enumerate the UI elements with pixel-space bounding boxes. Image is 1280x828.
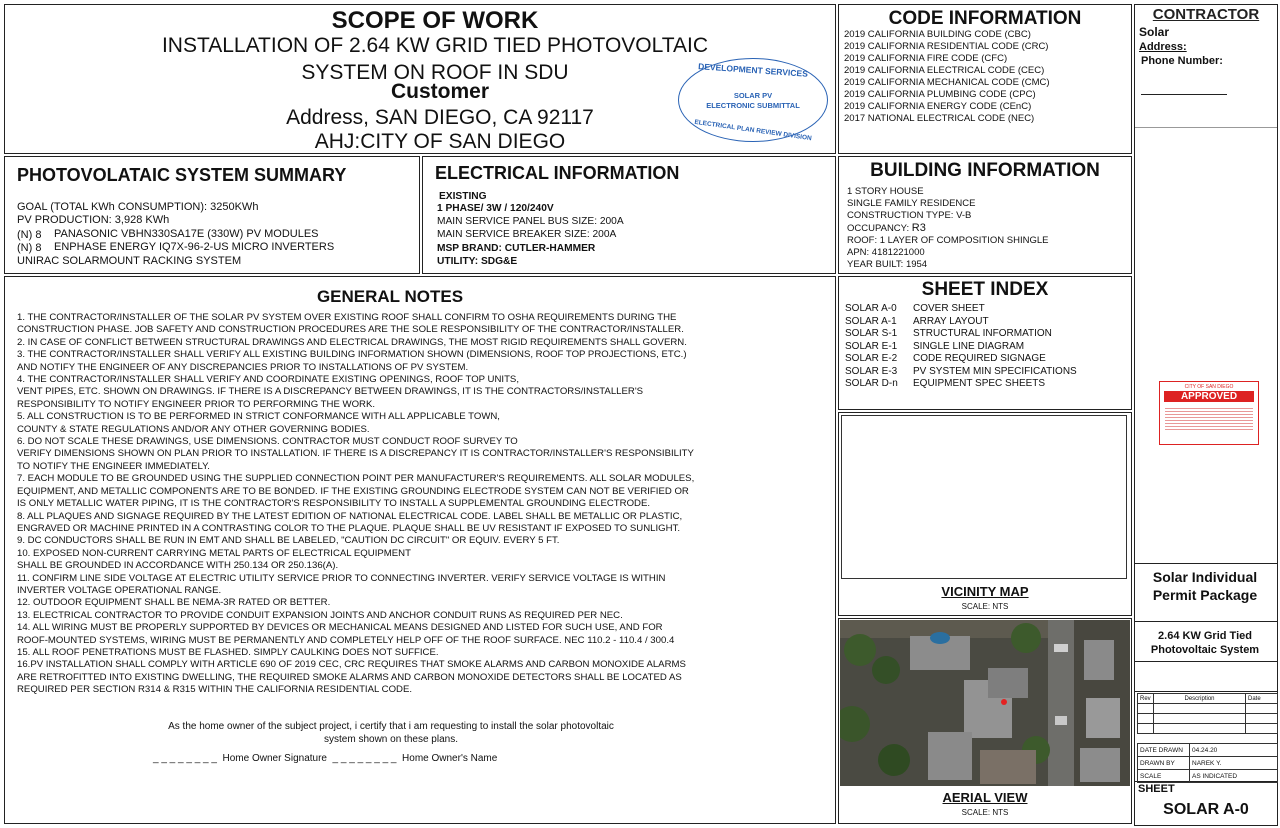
sheet-id: SOLAR D-n <box>845 378 898 389</box>
note-line: ENGRAVED OR MACHINE PRINTED IN A CONTRASTING COLOR TO THE PLAQUE. PLAQUE SHALL BE UV RESISTANT IF EXPOSED TO SUNLIGHT. <box>17 522 681 534</box>
phone-underline <box>1141 94 1227 95</box>
building-information-panel <box>838 156 1132 274</box>
note-line: 3. THE CONTRACTOR/INSTALLER SHALL VERIFY ALL EXISTING BUILDING INFORMATION SHOWN (DIMENSIONS, ROOF TOP PROJECTIONS, ETC.) <box>17 349 687 361</box>
certification-line-2: system shown on these plans. <box>324 734 458 745</box>
certification-line-1: As the home owner of the subject project, i certify that i am requesting to install the solar photovoltaic <box>168 721 614 732</box>
electrical-phase: 1 PHASE/ 3W / 120/240V <box>437 203 554 214</box>
sheet-id: SOLAR A-1 <box>845 315 897 327</box>
code-list <box>844 29 1050 125</box>
contractor-phone-label: Phone Number: <box>1141 55 1223 67</box>
sheet-description: CODE REQUIRED SIGNAGE <box>913 353 1046 364</box>
occupancy-value: R3 <box>911 222 926 234</box>
note-line: 12. OUTDOOR EQUIPMENT SHALL BE NEMA-3R RATED OR BETTER. <box>17 597 331 609</box>
stamp-mid-1: SOLAR PV <box>733 91 773 100</box>
code-item: 2017 NATIONAL ELECTRICAL CODE (NEC) <box>844 113 1035 124</box>
vicinity-map-frame <box>841 415 1127 579</box>
pv-racking: UNIRAC SOLARMOUNT RACKING SYSTEM <box>17 255 242 267</box>
note-line: SHALL BE GROUNDED IN ACCORDANCE WITH 250.134 OR 250.136(A). <box>17 560 339 572</box>
general-notes-panel <box>4 276 836 824</box>
rev-header: Description <box>1154 694 1246 704</box>
drawn-by-label: DRAWN BY <box>1138 757 1190 770</box>
code-item: 2019 CALIFORNIA ELECTRICAL CODE (CEC) <box>844 65 1045 76</box>
revision-table <box>1137 693 1278 734</box>
signature-line: _ _ _ _ _ _ _ _ Home Owner Signature _ _ _ _ _ _ _ _ Home Owner's Name <box>153 753 498 764</box>
pv-inverters: ENPHASE ENERGY IQ7X-96-2-US MICRO INVERTERS <box>54 241 335 253</box>
note-line: IS ONLY METALLIC WATER PIPING, IT IS THE CONTRACTOR'S RESPONSIBILITY TO INSTALL A SUPPLEMENTAL GROUNDING ELECTRODE. <box>17 498 651 510</box>
aerial-photo <box>840 620 1130 786</box>
note-line: 10. EXPOSED NON-CURRENT CARRYING METAL PARTS OF ELECTRICAL EQUIPMENT <box>17 547 411 559</box>
note-line: 6. DO NOT SCALE THESE DRAWINGS, USE DIMENSIONS. CONTRACTOR MUST CONDUCT ROOF SURVEY TO <box>17 436 518 448</box>
electrical-msp: MSP BRAND: CUTLER-HAMMER <box>437 243 596 254</box>
drawing-info-table <box>1137 743 1278 783</box>
divider <box>1135 127 1277 128</box>
sheet-id: SOLAR E-3 <box>845 365 898 377</box>
customer-name: Customer <box>390 80 490 103</box>
scope-title: SCOPE OF WORK <box>331 7 539 34</box>
general-notes-title: GENERAL NOTES <box>316 287 464 306</box>
note-line: TO NOTIFY THE ENGINEER IMMEDIATELY. <box>17 460 210 472</box>
date-drawn-label: DATE DRAWN <box>1138 744 1190 757</box>
note-line: 8. ALL PLAQUES AND SIGNAGE REQUIRED BY THE LATEST EDITION OF NATIONAL ELECTRICAL CODE. LABEL SHALL BE METALLIC OR PLASTIC, <box>17 510 683 522</box>
sheet-index-row <box>845 353 1077 366</box>
aerial-view-title: AERIAL VIEW <box>942 790 1028 805</box>
building-roof: ROOF: 1 LAYER OF COMPOSITION SHINGLE <box>847 235 1049 246</box>
occupancy-label: OCCUPANCY: <box>847 223 910 234</box>
building-construction: CONSTRUCTION TYPE: V-B <box>847 210 972 221</box>
pv-goal: GOAL (TOTAL KWh CONSUMPTION): 3250KWh <box>17 201 259 213</box>
rev-header: Date <box>1246 694 1278 704</box>
code-item: 2019 CALIFORNIA ENERGY CODE (CEnC) <box>844 101 1032 112</box>
note-line: CONSTRUCTION PHASE. JOB SAFETY AND CONSTRUCTION PROCEDURES ARE THE SOLE RESPONSIBILITY OF THE CONTRACTOR/INSTALLER. <box>17 324 684 336</box>
building-story: 1 STORY HOUSE <box>847 186 924 197</box>
note-line: RESPONSIBILITY TO NOTIFY ENGINEER PRIOR TO PERFORMING THE WORK. <box>17 398 376 410</box>
building-occupancy <box>847 222 1048 235</box>
code-item: 2019 CALIFORNIA BUILDING CODE (CBC) <box>844 29 1031 40</box>
vicinity-map-panel <box>838 412 1132 616</box>
package-title: Solar Individual Permit Package <box>1152 569 1258 603</box>
stamp-top-text: DEVELOPMENT SERVICES <box>697 61 809 79</box>
sheet-id: SOLAR S-1 <box>845 328 898 339</box>
date-drawn-value: 04.24.20 <box>1190 744 1278 757</box>
sheet-id: SOLAR E-2 <box>845 353 898 364</box>
electrical-utility: UTILITY: SDG&E <box>437 256 518 267</box>
sheet-description: SINGLE LINE DIAGRAM <box>913 340 1025 352</box>
scope-line-2: SYSTEM ON ROOF IN SDU <box>301 61 569 84</box>
system-title: 2.64 KW Grid Tied Photovoltaic System <box>1150 630 1260 656</box>
sheet-index-list <box>845 303 1077 391</box>
pv-summary-title: PHOTOVOLATAIC SYSTEM SUMMARY <box>17 165 347 185</box>
divider <box>1135 563 1277 564</box>
pv-production: PV PRODUCTION: 3,928 KWh <box>17 214 170 226</box>
sheet-number: SOLAR A-0 <box>1163 801 1249 818</box>
code-item: 2019 CALIFORNIA RESIDENTIAL CODE (CRC) <box>844 41 1049 52</box>
scale-value: AS INDICATED <box>1190 770 1278 783</box>
sheet-description: ARRAY LAYOUT <box>913 315 989 327</box>
building-type: SINGLE FAMILY RESIDENCE <box>847 198 976 209</box>
general-notes-list <box>17 312 694 697</box>
sheet-label: SHEET <box>1138 783 1175 795</box>
sheet-index-row <box>845 341 1077 354</box>
sheet-index-row <box>845 303 1077 316</box>
scope-line-1: INSTALLATION OF 2.64 KW GRID TIED PHOTOVOLTAIC <box>161 34 709 57</box>
note-line: 13. ELECTRICAL CONTRACTOR TO PROVIDE CONDUIT EXPANSION JOINTS AND ANCHOR CONDUIT RUNS AS REQUIRED PER NEC. <box>17 609 623 621</box>
approved-stamp-text <box>1165 406 1253 432</box>
electrical-breaker: MAIN SERVICE BREAKER SIZE: 200A <box>437 229 617 240</box>
pv-inverters-qty: (N) 8 <box>17 242 42 254</box>
scale-label: SCALE <box>1138 770 1190 783</box>
vicinity-map-scale: SCALE: NTS <box>961 602 1009 611</box>
development-services-stamp <box>678 58 828 142</box>
contractor-name: Solar <box>1139 25 1170 39</box>
divider <box>1135 691 1277 692</box>
sheet-index-row <box>845 378 1077 391</box>
note-line: COUNTY & STATE REGULATIONS AND/OR ANY OTHER GOVERNING BODIES. <box>17 423 370 435</box>
note-line: REQUIRED PER SECTION R314 & R315 WITHIN THE CALIFORNIA RESIDENTIAL CODE. <box>17 684 413 696</box>
approved-stamp-title: APPROVED <box>1164 391 1254 402</box>
stamp-mid-2: ELECTRONIC SUBMITTAL <box>706 101 800 110</box>
divider <box>1135 661 1277 662</box>
pv-modules-qty: (N) 8 <box>17 229 42 241</box>
sheet-description: PV SYSTEM MIN SPECIFICATIONS <box>913 365 1077 377</box>
sheet-index-title: SHEET INDEX <box>921 279 1049 300</box>
note-line: 16.PV INSTALLATION SHALL COMPLY WITH ARTICLE 690 OF 2019 CEC, CRC REQUIRES THAT SMOKE ALARMS AND CARBON MONOXIDE ALARMS <box>17 659 686 671</box>
note-line: 7. EACH MODULE TO BE GROUNDED USING THE SUPPLIED CONNECTION POINT PER MANUFACTURER'S REQUIREMENTS. ALL SOLAR MODULES, <box>17 473 695 485</box>
sheet-index-row <box>845 328 1077 341</box>
approved-stamp <box>1159 381 1259 445</box>
stamp-bottom-text: ELECTRICAL PLAN REVIEW DIVISION <box>693 118 813 143</box>
pv-modules: PANASONIC VBHN330SA17E (330W) PV MODULES <box>54 228 319 240</box>
sheet-description: STRUCTURAL INFORMATION <box>913 328 1052 339</box>
aerial-view-scale: SCALE: NTS <box>961 808 1009 817</box>
note-line: 15. ALL ROOF PENETRATIONS MUST BE FLASHED. SIMPLY CAULKING DOES NOT SUFFICE. <box>17 646 439 658</box>
aerial-view-panel <box>838 618 1132 824</box>
sheet-index-row <box>845 316 1077 329</box>
sheet-description: EQUIPMENT SPEC SHEETS <box>913 378 1046 389</box>
note-line: 5. ALL CONSTRUCTION IS TO BE PERFORMED IN STRICT CONFORMANCE WITH ALL APPLICABLE TOWN, <box>17 411 500 423</box>
note-line: 2. IN CASE OF CONFLICT BETWEEN STRUCTURAL DRAWINGS AND ELECTRICAL DRAWINGS, THE MOST RIGID REQUIREMENTS SHALL GOVERN. <box>17 336 687 348</box>
note-line: VERIFY DIMENSIONS SHOWN ON PLAN PRIOR TO INSTALLATION. IF THERE IS A DISCREPANCY IT IS CONTRACTOR/INSTALLER'S RESPONSIBILITY <box>17 448 694 460</box>
contractor-address-label: Address: <box>1139 41 1187 53</box>
sheet-id: SOLAR E-1 <box>845 340 898 352</box>
sheet-index-panel <box>838 276 1132 410</box>
note-line: ROOF-MOUNTED SYSTEMS, WIRING MUST BE PERMANENTLY AND COMPLETELY HELP OFF OF THE ROOF SURFACE. NEC 110.2 - 110.4 / 300.4 <box>17 634 675 646</box>
note-line: INVERTER VOLTAGE OPERATIONAL RANGE. <box>17 584 222 596</box>
sheet-id: SOLAR A-0 <box>845 303 897 314</box>
note-line: EQUIPMENT, AND METALLIC COMPONENTS ARE TO BE BONDED. IF THE EXISTING GROUNDING ELECTRODE SYSTEM CAN NOT BE VERIFIED OR <box>17 485 689 497</box>
building-apn: APN: 4181221000 <box>847 247 925 258</box>
note-line: 9. DC CONDUCTORS SHALL BE RUN IN EMT AND SHALL BE LABELED, "CAUTION DC CIRCUIT" OR EQUIV. EVERY 5 FT. <box>17 535 560 547</box>
sheet-index-row <box>845 366 1077 379</box>
code-info-title: CODE INFORMATION <box>888 8 1082 29</box>
code-item: 2019 CALIFORNIA FIRE CODE (CFC) <box>844 53 1008 64</box>
approved-stamp-header: CITY OF SAN DIEGO <box>1184 384 1234 390</box>
code-item: 2019 CALIFORNIA PLUMBING CODE (CPC) <box>844 89 1036 100</box>
sheet-description: COVER SHEET <box>913 303 985 314</box>
drawn-by-value: NAREK Y. <box>1190 757 1278 770</box>
note-line: 1. THE CONTRACTOR/INSTALLER OF THE SOLAR PV SYSTEM OVER EXISTING ROOF SHALL CONFIRM TO OSHA REQUIREMENTS DURING THE <box>17 312 677 323</box>
building-list <box>847 186 1048 271</box>
note-line: 11. CONFIRM LINE SIDE VOLTAGE AT ELECTRIC UTILITY SERVICE PRIOR TO CONNECTING INVERTER. VERIFY SERVICE VOLTAGE IS WITHIN <box>17 572 666 584</box>
contractor-title: CONTRACTOR <box>1152 6 1260 23</box>
note-line: VENT PIPES, ETC. SHOWN ON DRAWINGS. IF THERE IS A DISCREPANCY BETWEEN DRAWINGS, IT IS THE CONTRACTORS/INSTALLER'S <box>17 386 644 398</box>
ahj: AHJ:CITY OF SAN DIEGO <box>314 130 566 153</box>
divider <box>1135 621 1277 622</box>
code-information-panel <box>838 4 1132 154</box>
building-year: YEAR BUILT: 1954 <box>847 259 928 270</box>
note-line: ARE RETROFITTED INTO EXISTING DWELLING, THE REQUIRED SMOKE ALARMS AND CARBON MONOXIDE DETECTORS SHALL BE LOCATED AS <box>17 671 682 683</box>
customer-address: Address, SAN DIEGO, CA 92117 <box>286 106 594 129</box>
electrical-panel: MAIN SERVICE PANEL BUS SIZE: 200A <box>437 216 624 227</box>
building-title: BUILDING INFORMATION <box>870 160 1100 181</box>
note-line: 4. THE CONTRACTOR/INSTALLER SHALL VERIFY AND COORDINATE EXISTING OPENINGS, ROOF TOP UNITS, <box>17 374 519 386</box>
pv-system-summary-panel <box>4 156 420 274</box>
electrical-title: ELECTRICAL INFORMATION <box>435 163 680 183</box>
note-line: AND NOTIFY THE ENGINEER OF ANY DISCREPANCIES PRIOR TO INSTALLATIONS OF PV SYSTEM. <box>17 361 469 373</box>
vicinity-map-title: VICINITY MAP <box>941 584 1029 599</box>
electrical-information-panel <box>422 156 836 274</box>
note-line: 14. ALL WIRING MUST BE PROPERLY SUPPORTED BY DEVICES OR MECHANICAL MEANS DESIGNED AND LISTED FOR SUCH USE, AND FOR <box>17 622 663 634</box>
electrical-existing: EXISTING <box>439 191 487 202</box>
code-item: 2019 CALIFORNIA MECHANICAL CODE (CMC) <box>844 77 1050 88</box>
rev-header: Rev <box>1138 694 1154 704</box>
